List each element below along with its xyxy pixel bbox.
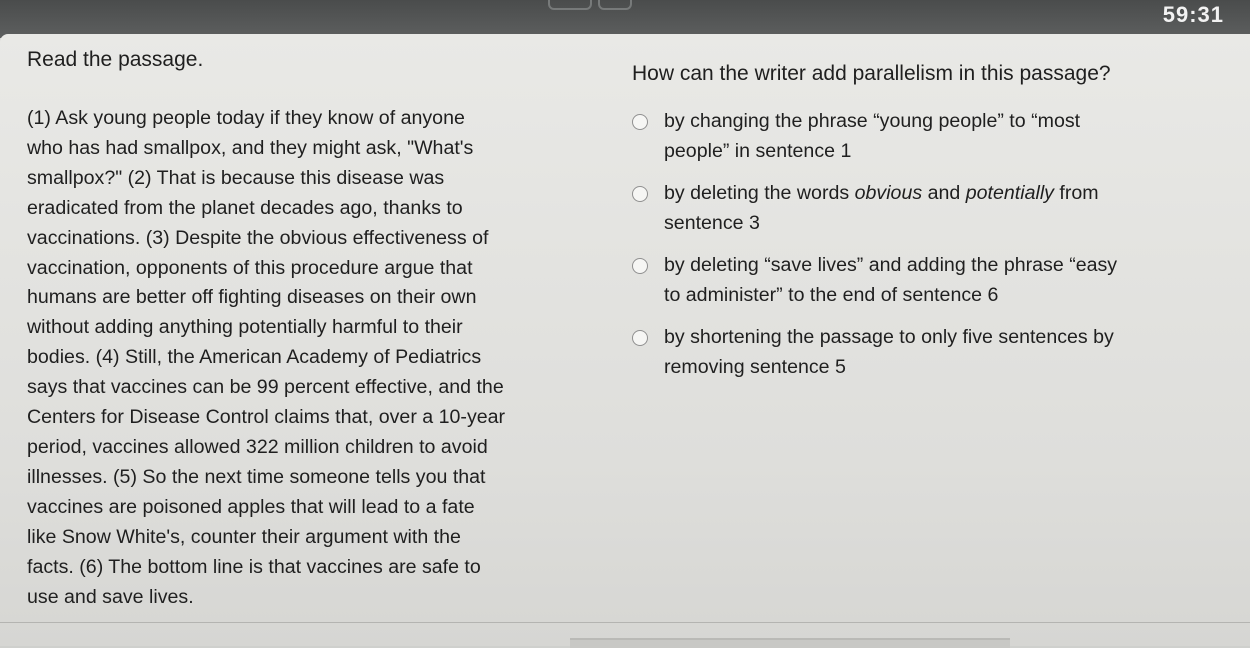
passage-line: vaccination, opponents of this procedure argue that [27, 256, 473, 279]
choice-text-part: by deleting the words [664, 182, 855, 204]
choice-italic-word: potentially [965, 182, 1054, 204]
radio-button[interactable] [632, 258, 648, 274]
choice-text[interactable] [664, 178, 1222, 208]
timer: 59:31 [1162, 2, 1224, 27]
passage-line: use and save lives. [27, 585, 194, 608]
passage-heading: Read the passage. [27, 48, 204, 71]
passage-line: smallpox?" (2) That is because this disease was [27, 166, 445, 189]
choice-text-part: from [1053, 182, 1099, 204]
passage-panel [27, 48, 602, 612]
question-prompt: How can the writer add parallelism in this passage? [632, 62, 1111, 85]
choice-text[interactable]: removing sentence 5 [664, 356, 846, 378]
passage-line: eradicated from the planet decades ago, thanks to [27, 196, 463, 219]
passage-line: (1) Ask young people today if they know of anyone [27, 107, 465, 129]
passage-line: like Snow White's, counter their argument with the [27, 525, 461, 548]
content-area [0, 34, 1250, 646]
answer-choice-b[interactable] [632, 178, 1222, 238]
radio-button[interactable] [632, 114, 648, 130]
passage-line: Centers for Disease Control claims that, over a 10-year [27, 406, 506, 429]
answer-choice-d[interactable] [632, 322, 1222, 382]
choice-text[interactable]: by shortening the passage to only five sentences by [664, 326, 1114, 348]
passage-text [27, 104, 602, 612]
choice-text-part: and [922, 182, 966, 204]
radio-button[interactable] [632, 186, 648, 202]
choice-text[interactable]: sentence 3 [664, 212, 760, 234]
passage-line: period, vaccines allowed 322 million children to avoid [27, 435, 488, 458]
question-panel [632, 62, 1222, 394]
passage-line: vaccinations. (3) Despite the obvious effectiveness of [27, 226, 489, 249]
toolbar-tab[interactable] [598, 0, 632, 10]
divider [0, 622, 1250, 623]
passage-line: vaccines are poisoned apples that will lead to a fate [27, 495, 475, 518]
bottom-toolbar-edge [570, 638, 1010, 648]
passage-line: humans are better off fighting diseases on their own [27, 286, 477, 309]
passage-line: illnesses. (5) So the next time someone tells you that [27, 465, 486, 488]
answer-choice-c[interactable] [632, 250, 1222, 310]
toolbar-tab[interactable] [548, 0, 592, 10]
choice-text[interactable]: by changing the phrase “young people” to “most [664, 110, 1081, 132]
passage-line: who has had smallpox, and they might ask, "What's [27, 136, 474, 159]
choice-italic-word: obvious [854, 182, 923, 204]
radio-button[interactable] [632, 330, 648, 346]
choice-text[interactable]: by deleting “save lives” and adding the phrase “easy [664, 254, 1118, 276]
answer-choice-a[interactable] [632, 106, 1222, 166]
passage-line: says that vaccines can be 99 percent effective, and the [27, 376, 504, 399]
top-bar [0, 0, 1250, 38]
passage-line: without adding anything potentially harmful to their [27, 316, 463, 339]
choice-text[interactable]: to administer” to the end of sentence 6 [664, 284, 999, 306]
passage-line: bodies. (4) Still, the American Academy of Pediatrics [27, 346, 482, 369]
choice-text[interactable]: people” in sentence 1 [664, 140, 852, 162]
passage-line: facts. (6) The bottom line is that vaccines are safe to [27, 555, 481, 578]
